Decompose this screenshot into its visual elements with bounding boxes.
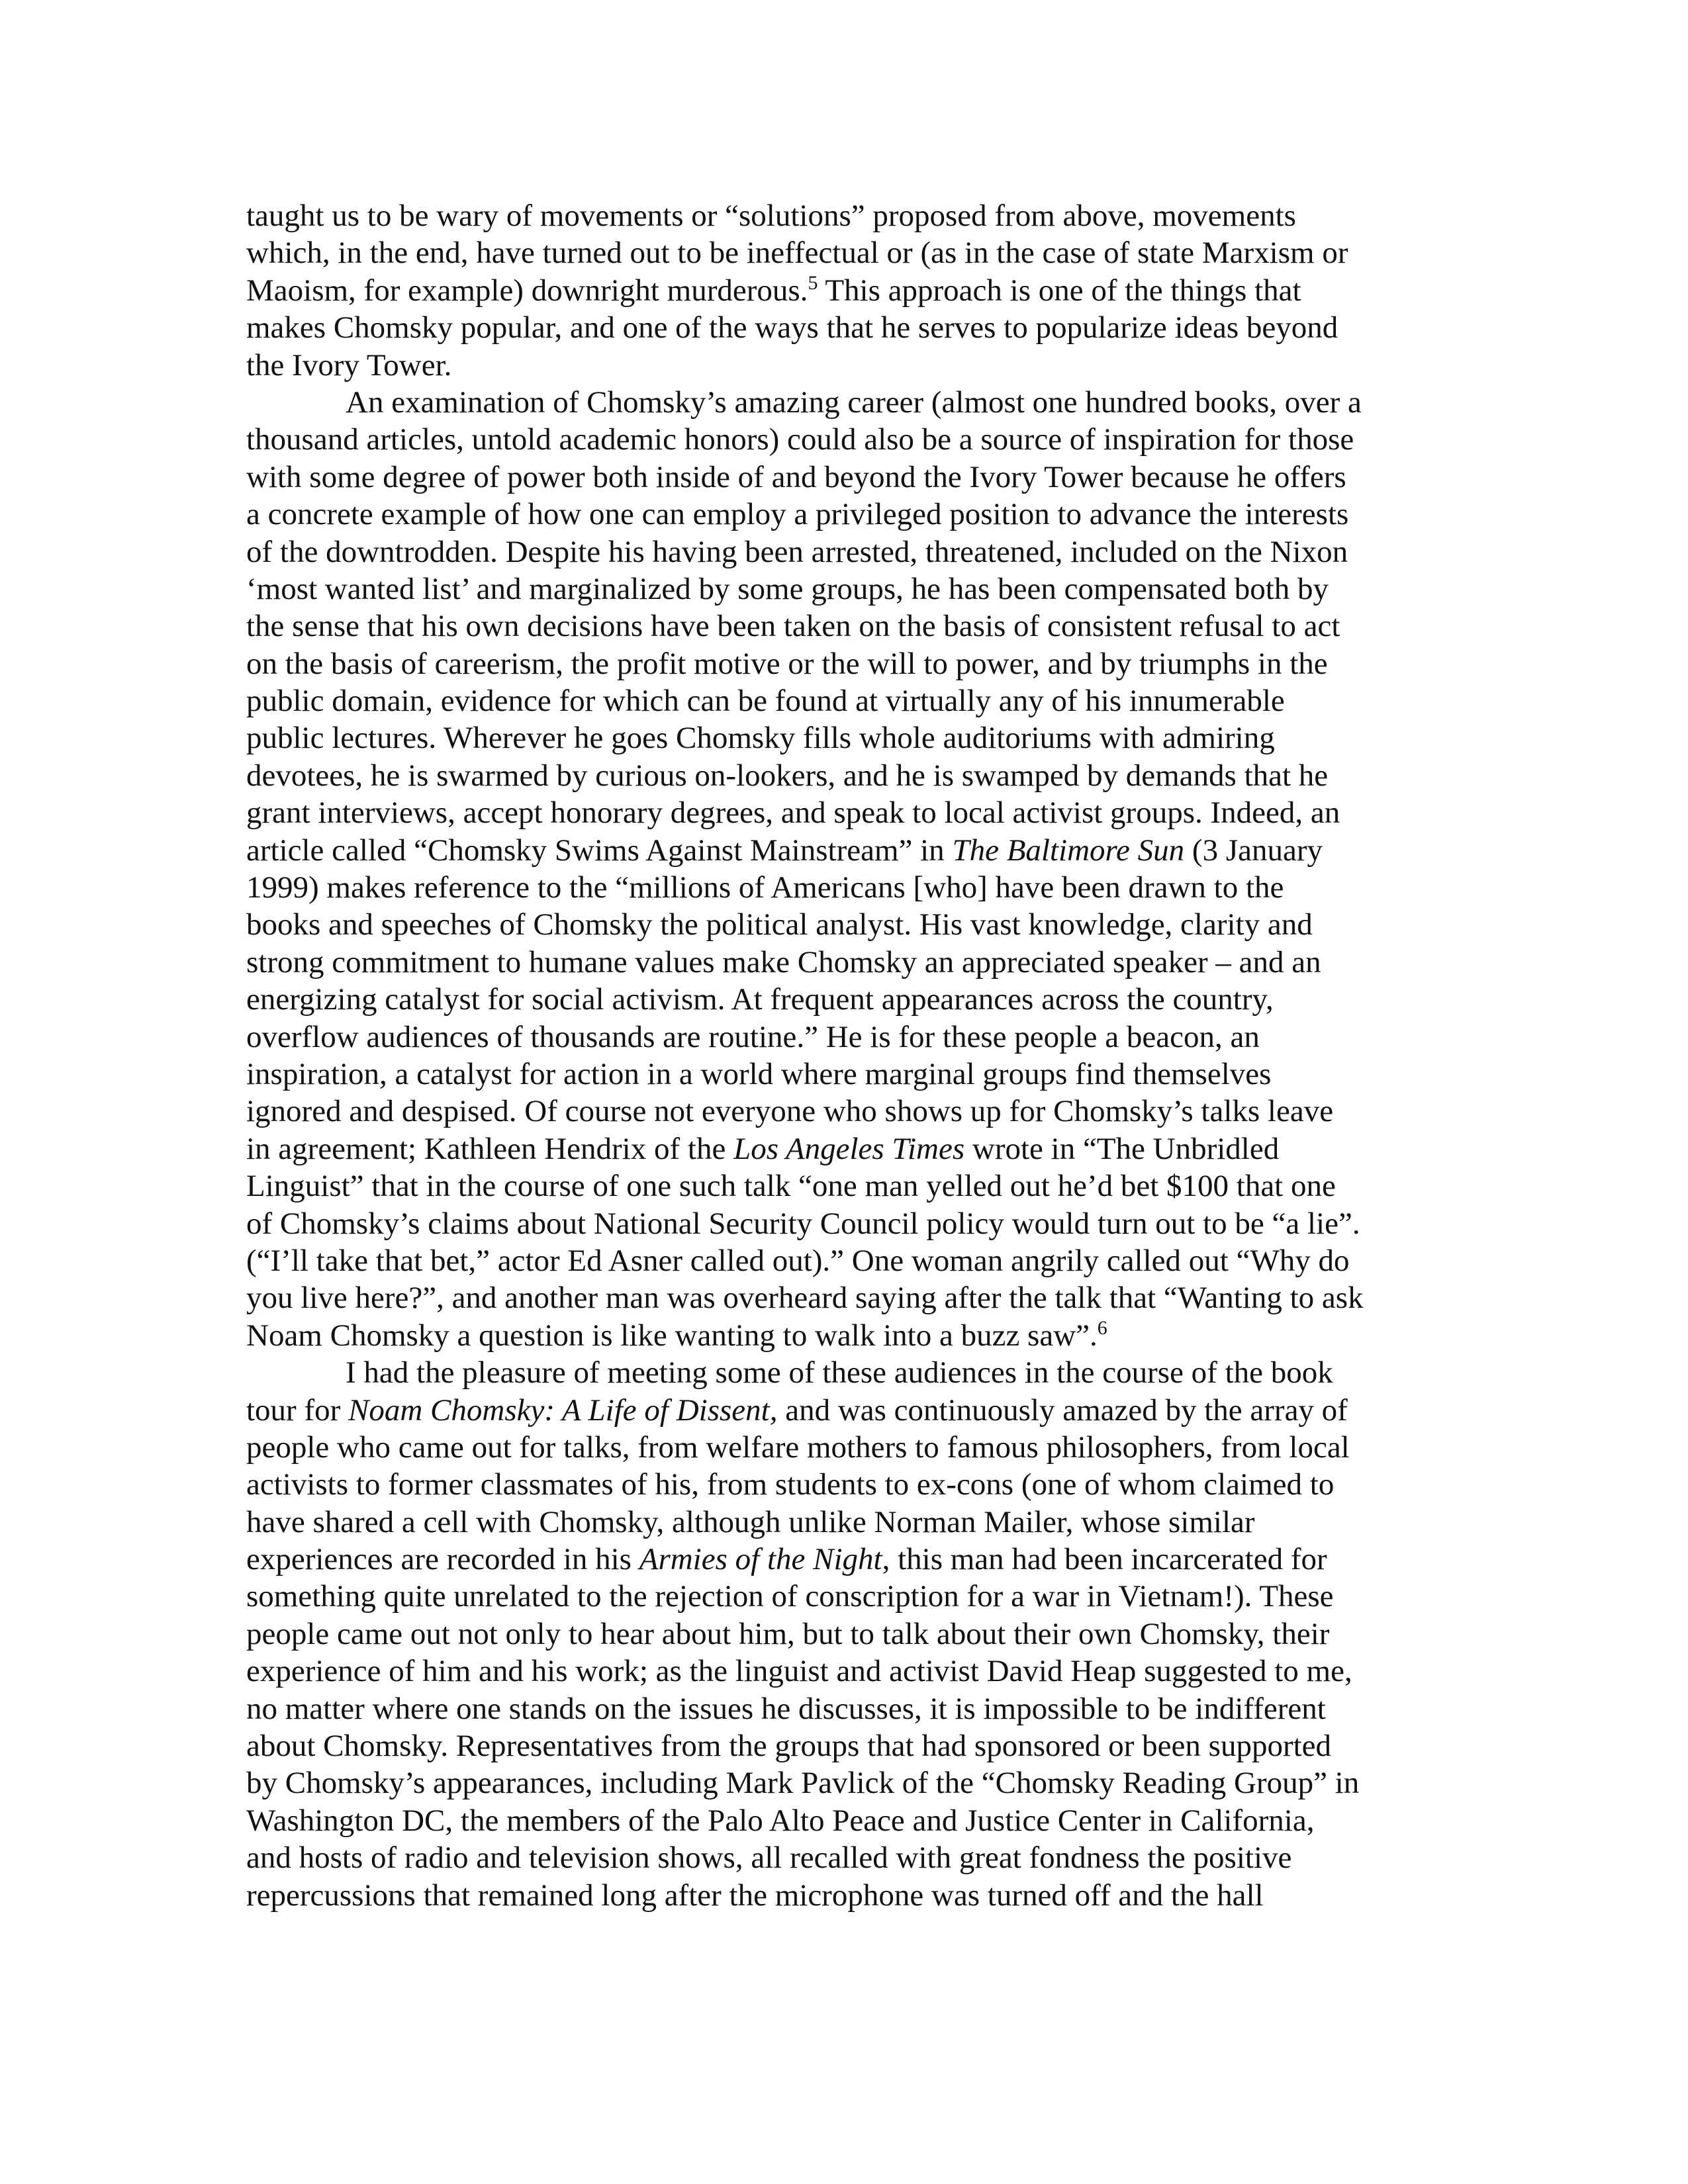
text-line (246, 1429, 1443, 1466)
text-run: the Ivory Tower. (246, 347, 452, 383)
text-line (246, 1690, 1443, 1727)
text-run: Noam Chomsky a question is like wanting to walk into a buzz saw”. (246, 1318, 1098, 1353)
italic-title: Armies of the Night (639, 1542, 882, 1577)
text-line (246, 1466, 1443, 1503)
text-line (246, 1578, 1443, 1615)
text-line (246, 981, 1443, 1018)
text-line (246, 1839, 1443, 1876)
text-run: Washington DC, the members of the Palo Alto Peace and Justice Center in California, (246, 1803, 1315, 1838)
text-run: the sense that his own decisions have been taken on the basis of consistent refusal to act (246, 609, 1340, 644)
text-line (246, 682, 1443, 719)
text-run: taught us to be wary of movements or “solutions” proposed from above, movements (246, 199, 1296, 233)
text-line (246, 944, 1443, 981)
text-line (246, 347, 1443, 384)
text-run: on the basis of careerism, the profit motive or the will to power, and by triumphs in the (246, 646, 1328, 681)
italic-title: The Baltimore Sun (952, 833, 1185, 868)
text-run: with some degree of power both inside of and beyond the Ivory Tower because he offers (246, 459, 1346, 494)
text-run: you live here?”, and another man was overheard saying after the talk that “Wanting to ask (246, 1281, 1364, 1316)
text-run: overflow audiences of thousands are routine.” He is for these people a beacon, an (246, 1019, 1260, 1054)
text-run: a concrete example of how one can employ a privileged position to advance the interests (246, 497, 1349, 532)
text-line (246, 496, 1443, 533)
text-line (246, 384, 1443, 421)
text-run: This approach is one of the things that (818, 273, 1301, 308)
text-run: people who came out for talks, from welfare mothers to famous philosophers, from local (246, 1430, 1350, 1465)
text-run: Maoism, for example) downright murderous. (246, 273, 808, 308)
text-run: in agreement; Kathleen Hendrix of the (246, 1131, 734, 1166)
text-line (246, 1877, 1443, 1914)
text-run: of Chomsky’s claims about National Security Council policy would turn out to be “a lie”. (246, 1206, 1360, 1241)
text-run: people came out not only to hear about him, but to talk about their own Chomsky, their (246, 1616, 1330, 1651)
text-line (246, 533, 1443, 570)
text-line (246, 1130, 1443, 1167)
text-run: grant interviews, accept honorary degrees, and speak to local activist groups. Indeed, an (246, 796, 1340, 831)
text-line (246, 1653, 1443, 1690)
text-line (246, 197, 1443, 234)
text-line (246, 272, 1443, 309)
text-line (246, 1205, 1443, 1242)
text-line (246, 1093, 1443, 1130)
italic-title: Noam Chomsky: A Life of Dissent, (348, 1392, 778, 1428)
text-line (246, 757, 1443, 794)
italic-title: Los Angeles Times (733, 1131, 965, 1166)
text-run: inspiration, a catalyst for action in a world where marginal groups find themselves (246, 1056, 1272, 1091)
text-line (246, 1541, 1443, 1578)
text-run: article called “Chomsky Swims Against Mainstream” in (246, 833, 953, 868)
text-run: about Chomsky. Representatives from the groups that had sponsored or been supported (246, 1729, 1332, 1764)
text-run: makes Chomsky popular, and one of the ways that he serves to popularize ideas beyond (246, 310, 1338, 345)
text-run: strong commitment to humane values make Chomsky an appreciated speaker – and an (246, 944, 1321, 979)
paragraph-2 (246, 384, 1443, 1354)
text-run: devotees, he is swarmed by curious on-lookers, and he is swamped by demands that he (246, 758, 1329, 793)
text-line (246, 459, 1443, 496)
text-line (246, 1242, 1443, 1279)
text-run: activists to former classmates of his, from students to ex-cons (one of whom claimed to (246, 1467, 1335, 1502)
text-line (246, 421, 1443, 458)
text-run: public domain, evidence for which can be found at virtually any of his innumerable (246, 684, 1285, 719)
text-line (246, 645, 1443, 682)
footnote-ref: 6 (1097, 1316, 1107, 1339)
text-run: public lectures. Wherever he goes Chomsky fills whole auditoriums with admiring (246, 721, 1275, 756)
body-text (246, 197, 1443, 1914)
text-line (246, 1019, 1443, 1056)
text-run: no matter where one stands on the issues he discusses, it is impossible to be indifferent (246, 1691, 1326, 1726)
text-line (246, 1167, 1443, 1205)
text-run: tour for (246, 1392, 349, 1428)
text-line (246, 1615, 1443, 1653)
text-run: books and speeches of Chomsky the political analyst. His vast knowledge, clarity and (246, 907, 1313, 942)
text-run: ignored and despised. Of course not everyone who shows up for Chomsky’s talks leave (246, 1094, 1334, 1129)
text-run: of the downtrodden. Despite his having been arrested, threatened, included on the Nixon (246, 534, 1348, 569)
text-run: (3 January (1184, 833, 1323, 868)
text-run: I had the pleasure of meeting some of these audiences in the course of the book (346, 1355, 1333, 1390)
text-line (246, 570, 1443, 608)
text-run: energizing catalyst for social activism. At frequent appearances across the country, (246, 982, 1274, 1017)
text-line (246, 719, 1443, 756)
paragraph-1 (246, 197, 1443, 384)
text-run: which, in the end, have turned out to be ineffectual or (as in the case of state Marxism or (246, 236, 1348, 271)
text-line (246, 1354, 1443, 1391)
text-line (246, 869, 1443, 906)
text-run: ‘most wanted list’ and marginalized by some groups, he has been compensated both by (246, 571, 1329, 606)
text-line (246, 1764, 1443, 1801)
text-run: experience of him and his work; as the linguist and activist David Heap suggested to me, (246, 1654, 1352, 1689)
text-run: by Chomsky’s appearances, including Mark Pavlick of the “Chomsky Reading Group” in (246, 1766, 1360, 1801)
text-run: something quite unrelated to the rejection of conscription for a war in Vietnam!). These (246, 1579, 1334, 1614)
text-run: repercussions that remained long after the microphone was turned off and the hall (246, 1878, 1264, 1913)
text-run: experiences are recorded in his (246, 1542, 639, 1577)
text-run: thousand articles, untold academic honors) could also be a source of inspiration for those (246, 422, 1354, 457)
text-line (246, 234, 1443, 271)
text-line (246, 309, 1443, 346)
text-line (246, 832, 1443, 869)
text-run: and was continuously amazed by the array of (777, 1392, 1348, 1428)
text-line (246, 1279, 1443, 1316)
text-run: An examination of Chomsky’s amazing career (almost one hundred books, over a (346, 385, 1362, 420)
text-line (246, 1504, 1443, 1541)
text-line (246, 794, 1443, 831)
text-line (246, 1317, 1443, 1354)
text-line (246, 1392, 1443, 1429)
text-run: and hosts of radio and television shows, all recalled with great fondness the positive (246, 1841, 1292, 1876)
paragraph-3 (246, 1354, 1443, 1914)
text-run: wrote in “The Unbridled (964, 1131, 1280, 1166)
footnote-ref: 5 (808, 271, 818, 294)
text-line (246, 608, 1443, 645)
text-run: Linguist” that in the course of one such talk “one man yelled out he’d bet $100 that one (246, 1169, 1336, 1204)
text-line (246, 1727, 1443, 1764)
text-line (246, 1802, 1443, 1839)
text-line (246, 906, 1443, 943)
text-run: 1999) makes reference to the “millions of Americans [who] have been drawn to the (246, 870, 1284, 905)
text-run: have shared a cell with Chomsky, although unlike Norman Mailer, whose similar (246, 1504, 1255, 1539)
text-line (246, 1056, 1443, 1093)
text-run: , this man had been incarcerated for (882, 1542, 1327, 1577)
text-run: (“I’ll take that bet,” actor Ed Asner called out).” One woman angrily called out “Why do (246, 1243, 1350, 1278)
